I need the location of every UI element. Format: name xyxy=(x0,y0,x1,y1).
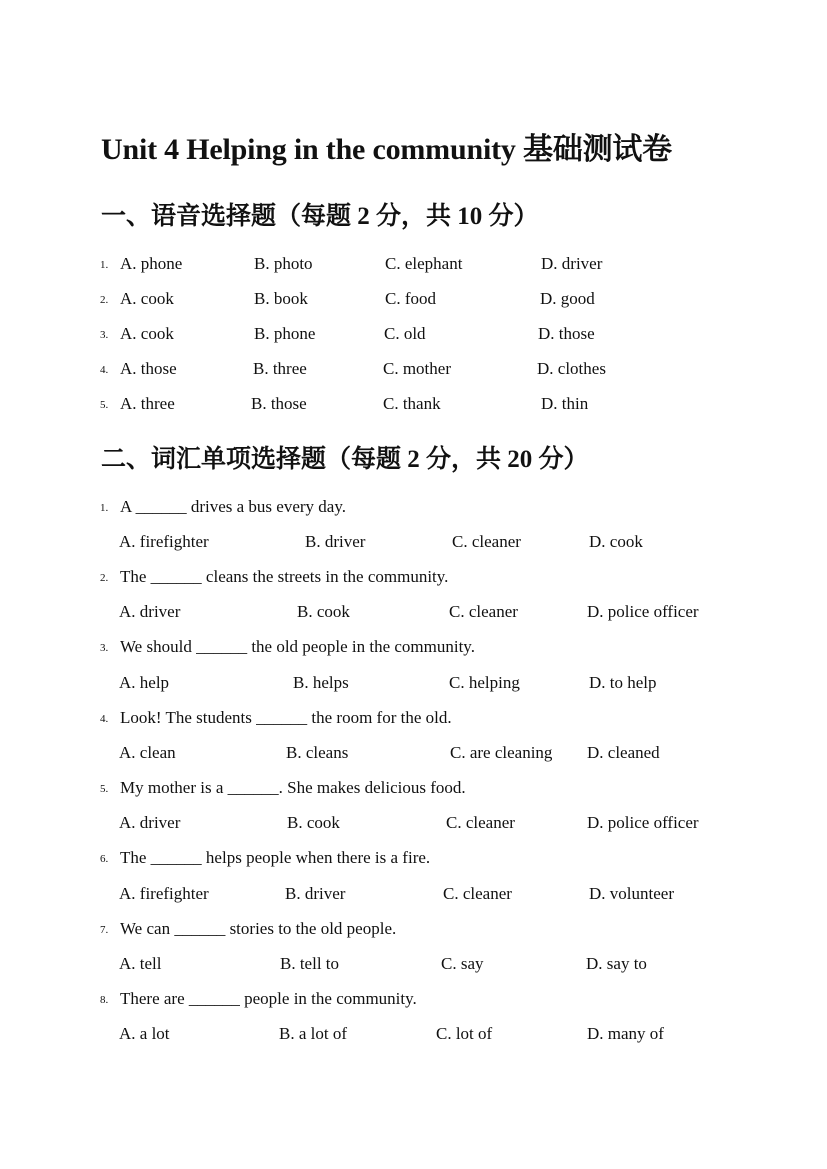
option-d: D. say to xyxy=(586,954,647,973)
question-stem xyxy=(0,637,827,661)
list-item xyxy=(0,359,827,383)
question-number: 4. xyxy=(100,364,109,376)
question-stem xyxy=(0,989,827,1013)
question-number: 1. xyxy=(100,259,109,271)
option-a: A. cook xyxy=(120,324,174,343)
options-row xyxy=(0,813,827,837)
option-d: D. clothes xyxy=(537,359,606,378)
option-a: A. three xyxy=(120,394,175,413)
option-c: C. helping xyxy=(449,673,520,692)
options-row xyxy=(0,743,827,767)
section1-heading: 一、语音选择题（每题 2 分，共 10 分） xyxy=(101,203,539,230)
question-number: 5. xyxy=(100,783,109,795)
section2-heading: 二、词汇单项选择题（每题 2 分，共 20 分） xyxy=(101,446,589,473)
option-a: A. tell xyxy=(119,954,162,973)
question-number: 8. xyxy=(100,994,109,1006)
stem-text: The ______ helps people when there is a fire. xyxy=(120,848,431,867)
stem-text: We should ______ the old people in the community. xyxy=(120,637,475,656)
option-c: C. mother xyxy=(383,359,451,378)
option-d: D. to help xyxy=(589,673,657,692)
options-row xyxy=(0,1024,827,1048)
options-row xyxy=(0,954,827,978)
question-stem xyxy=(0,708,827,732)
option-a: A. phone xyxy=(120,254,183,273)
page-title: Unit 4 Helping in the community 基础测试卷 xyxy=(101,133,672,166)
option-b: B. tell to xyxy=(280,954,340,973)
option-c: C. food xyxy=(385,289,436,308)
option-d: D. thin xyxy=(541,394,589,413)
question-stem xyxy=(0,919,827,943)
option-d: D. police officer xyxy=(587,813,699,832)
question-number: 5. xyxy=(100,399,109,411)
option-c: C. thank xyxy=(383,394,441,413)
option-b: B. cook xyxy=(287,813,340,832)
option-a: A. help xyxy=(119,673,170,692)
question-number: 4. xyxy=(100,713,109,725)
option-d: D. many of xyxy=(587,1024,664,1043)
option-b: B. a lot of xyxy=(279,1024,347,1043)
option-a: A. a lot xyxy=(119,1024,170,1043)
list-item xyxy=(0,324,827,348)
question-stem xyxy=(0,567,827,591)
question-number: 7. xyxy=(100,924,109,936)
option-b: B. driver xyxy=(305,532,366,551)
options-row xyxy=(0,673,827,697)
option-c: C. cleaner xyxy=(452,532,521,551)
option-c: C. elephant xyxy=(385,254,463,273)
option-b: B. those xyxy=(251,394,307,413)
option-c: C. cleaner xyxy=(446,813,515,832)
option-d: D. cleaned xyxy=(587,743,660,762)
list-item xyxy=(0,289,827,313)
option-c: C. old xyxy=(384,324,426,343)
question-number: 6. xyxy=(100,853,109,865)
stem-text: There are ______ people in the community. xyxy=(120,989,417,1008)
question-stem xyxy=(0,848,827,872)
option-c: C. lot of xyxy=(436,1024,493,1043)
options-row xyxy=(0,884,827,908)
option-b: B. driver xyxy=(285,884,346,903)
option-c: C. say xyxy=(441,954,484,973)
option-b: B. photo xyxy=(254,254,313,273)
option-b: B. book xyxy=(254,289,308,308)
options-row xyxy=(0,532,827,556)
option-b: B. helps xyxy=(293,673,349,692)
stem-text: The ______ cleans the streets in the community. xyxy=(120,567,449,586)
stem-text: A ______ drives a bus every day. xyxy=(120,497,346,516)
option-a: A. firefighter xyxy=(119,532,209,551)
stem-text: My mother is a ______. She makes delicious food. xyxy=(120,778,466,797)
question-number: 3. xyxy=(100,642,109,654)
option-c: C. cleaner xyxy=(449,602,518,621)
option-a: A. driver xyxy=(119,813,181,832)
option-b: B. cook xyxy=(297,602,350,621)
option-a: A. clean xyxy=(119,743,176,762)
list-item xyxy=(0,254,827,278)
option-b: B. phone xyxy=(254,324,316,343)
question-number: 2. xyxy=(100,294,109,306)
option-d: D. those xyxy=(538,324,595,343)
stem-text: Look! The students ______ the room for the old. xyxy=(120,708,452,727)
option-c: C. are cleaning xyxy=(450,743,553,762)
option-d: D. police officer xyxy=(587,602,699,621)
option-d: D. good xyxy=(540,289,595,308)
question-number: 1. xyxy=(100,502,109,514)
option-d: D. cook xyxy=(589,532,643,551)
option-d: D. volunteer xyxy=(589,884,674,903)
question-number: 2. xyxy=(100,572,109,584)
list-item xyxy=(0,394,827,418)
option-d: D. driver xyxy=(541,254,603,273)
option-a: A. cook xyxy=(120,289,174,308)
option-a: A. those xyxy=(120,359,177,378)
question-stem xyxy=(0,778,827,802)
stem-text: We can ______ stories to the old people. xyxy=(120,919,397,938)
options-row xyxy=(0,602,827,626)
option-a: A. firefighter xyxy=(119,884,209,903)
option-a: A. driver xyxy=(119,602,181,621)
question-number: 3. xyxy=(100,329,109,341)
option-b: B. three xyxy=(253,359,307,378)
option-c: C. cleaner xyxy=(443,884,512,903)
option-b: B. cleans xyxy=(286,743,349,762)
question-stem xyxy=(0,497,827,521)
